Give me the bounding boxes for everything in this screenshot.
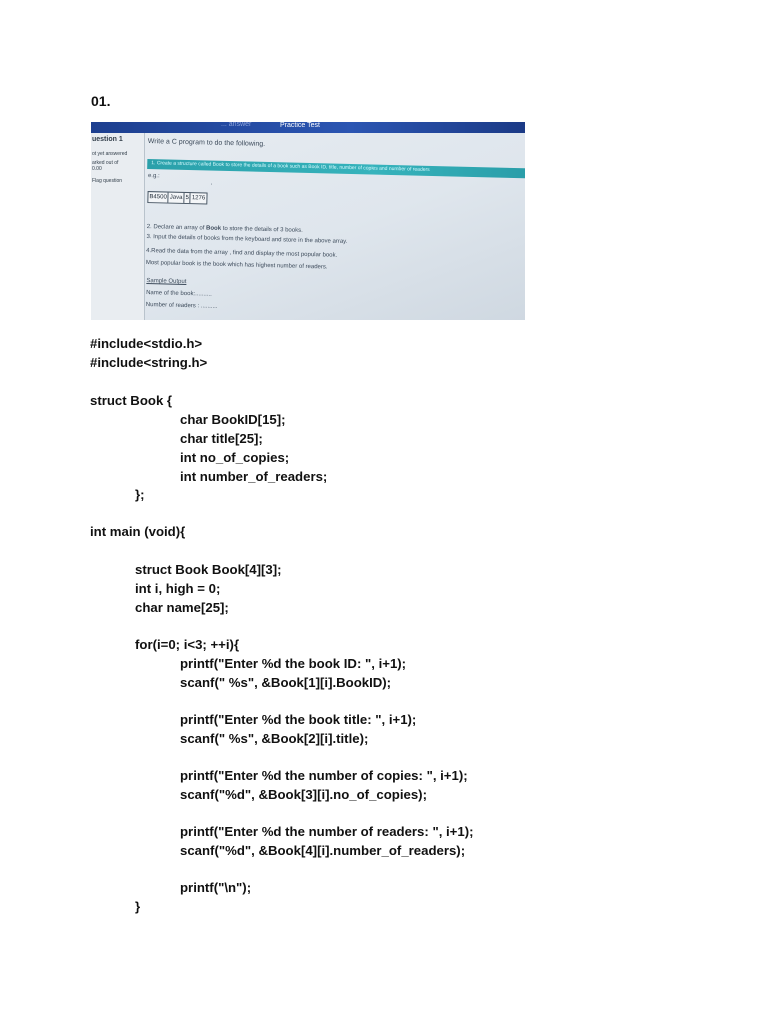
question-marks-label: arked out of [92, 160, 119, 166]
step-5: Most popular book is the book which has highest number of readers. [145, 260, 328, 271]
code-line: int main (void){ [90, 524, 186, 539]
question-body: Write a C program to do the following. 1. Create a structure called Book to store the details of a book such as Book ID, title, number of copies and number of readers e.g.: ' B4500 Java 5 1276 2. Declare an array of Book to store the details of 3 books. 3. Input the details of books from the keyboard and store in the above array. 4.Read the data from the array , find and display the most popular book. Most popular book is the book which has highest number of readers. Sample Output Name of the book:.......... Number of readers : .......... [141, 134, 525, 320]
code-line: struct Book Book[4][3]; [135, 562, 282, 577]
table-cell: B4500 [148, 192, 169, 202]
code-line: scanf("%d", &Book[3][i].no_of_copies); [180, 787, 427, 802]
code-line: char title[25]; [180, 431, 263, 446]
code-line: printf("\n"); [180, 880, 252, 895]
table-cell: Java [169, 193, 185, 203]
code-line: for(i=0; i<3; ++i){ [135, 637, 240, 652]
code-line: #include<string.h> [90, 355, 208, 370]
table-cell: 1276 [191, 195, 206, 202]
code-line: char name[25]; [135, 600, 229, 615]
step-2 [147, 224, 303, 234]
code-line: scanf(" %s", &Book[1][i].BookID); [180, 675, 392, 690]
table-cell: 5 [184, 193, 191, 203]
highlighted-instruction [147, 159, 525, 178]
code-line: int i, high = 0; [135, 581, 221, 596]
sample-output-line-1: Name of the book:.......... [146, 290, 212, 298]
question-marks-value: 0.00 [92, 166, 102, 172]
eg-label: e.g.: [147, 173, 160, 180]
question-number: 01. [91, 93, 111, 109]
highlighted-instruction-text: 1. Create a structure called Book to store the details of a book such as Book ID, title, number of copies and number of readers [151, 160, 430, 173]
code-line: scanf("%d", &Book[4][i].number_of_readers); [180, 843, 466, 858]
quiz-header-title: Practice Test [280, 122, 320, 129]
code-line: scanf(" %s", &Book[2][i].title); [180, 731, 369, 746]
code-line: char BookID[15]; [180, 412, 286, 427]
code-line: } [135, 899, 141, 914]
quiz-header-left: ... answer [221, 122, 252, 128]
prompt-title: Write a C program to do the following. [147, 138, 266, 148]
code-line: }; [135, 487, 145, 502]
step-4: 4.Read the data from the array , find and display the most popular book. [146, 248, 338, 259]
example-table [147, 191, 207, 204]
code-line: printf("Enter %d the book ID: ", i+1); [180, 656, 407, 671]
quiz-screenshot-photo [91, 122, 525, 320]
step-3: 3. Input the details of books from the keyboard and store in the above array. [146, 234, 348, 245]
step-2-bold: Book [206, 225, 222, 232]
question-sidebar [91, 133, 145, 320]
code-line: struct Book { [90, 393, 173, 408]
step-2-suffix: to store the details of 3 books. [221, 225, 303, 234]
code-line: printf("Enter %d the number of copies: ", i+1); [180, 768, 468, 783]
quiz-header-bar [91, 122, 525, 133]
code-line: #include<stdio.h> [90, 336, 203, 351]
step-2-prefix: 2. Declare an array of [146, 224, 207, 232]
flag-question-link[interactable]: Flag question [92, 178, 123, 184]
sample-output-line-2: Number of readers : .......... [145, 302, 218, 310]
code-line: int no_of_copies; [180, 450, 290, 465]
code-line: printf("Enter %d the book title: ", i+1); [180, 712, 417, 727]
code-line: int number_of_readers; [180, 469, 328, 484]
code-line: printf("Enter %d the number of readers: ", i+1); [180, 824, 474, 839]
question-status: ot yet answered [92, 151, 128, 157]
question-label: uestion 1 [92, 136, 123, 143]
sample-output-heading: Sample Output [146, 278, 187, 286]
